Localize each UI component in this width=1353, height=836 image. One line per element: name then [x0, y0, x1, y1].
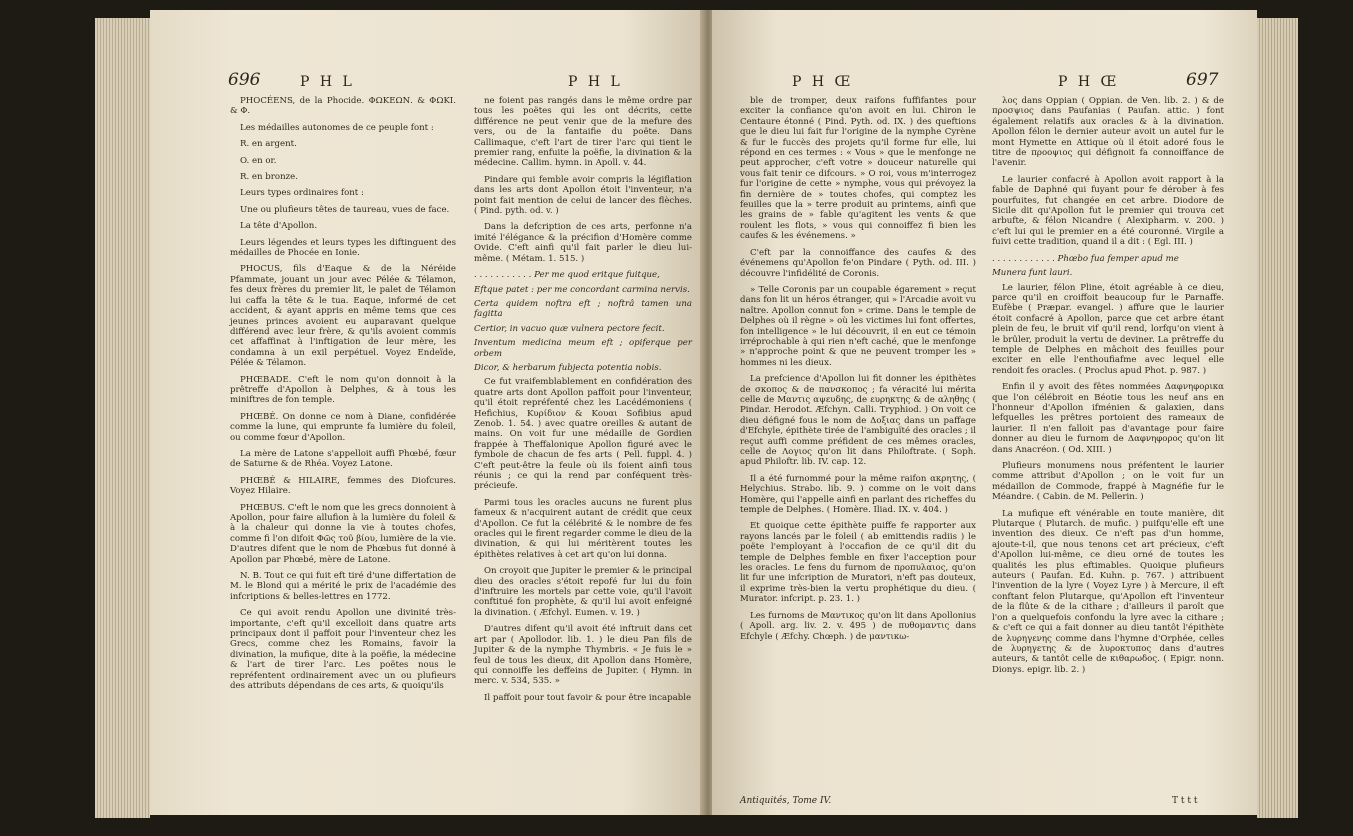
- paragraph: Plufieurs monumens nous préfentent le laurier comme attribut d'Apollon ; on le voit fur un médaillon de Commode, frappé à Magnéfie fur le Méandre. ( Cabin. de M. Pellerin. ): [992, 461, 1224, 503]
- paragraph: Il a été furnommé pour la même raifon ακρητης, ( Helychius. Strabo. lib. 9. ) comme on le voit dans Homère, qui l'appelle ainfi en parlant des richeffes du temple de Delphes. ( Homère. Iliad. IX. v. 404. ): [740, 473, 976, 516]
- right-page-column-1: [740, 96, 976, 648]
- paragraph: » Telle Coronis par un coupable égarement » reçut dans fon lit un héros étranger, qui » l'Arcadie avoit vu naître. Apollon connut fon » crime. Dans le temple de Delphes où il règne » où les victimes lui font offertes, fon intelligence » le lui découvrit, il en eut ce témoin irréprochable à qui rien n'eft caché, que le menfonge » n'approche point & que ne peuvent tromper les » hommes ni les dieux.: [740, 284, 976, 368]
- page-number-right: 697: [1186, 70, 1219, 90]
- paragraph: Certa quidem noftra eft ; noftrâ tamen una fagitta: [474, 298, 692, 320]
- running-header-right-col2: P H Œ: [1058, 74, 1120, 90]
- paragraph: Une ou plufieurs têtes de taureau, vues de face.: [240, 204, 450, 215]
- paragraph: R. en argent.: [240, 139, 297, 150]
- paragraph: Les médailles autonomes de ce peuple font :: [240, 122, 434, 133]
- left-page-column-2: [474, 96, 692, 709]
- paragraph: Le laurier confacré à Apollon avoit rapport à la fable de Daphné qui fuyant pour fe dérober à fes pourfuites, fut changée en cet arbre. Diodore de Sicile dit qu'Apollon fut le premier qui trouva cet arbufte, & félon Nicandre ( Alexipharm. v. 200. ) c'eft lui qui le premier en a été couronné. Virgile a fuivi cette tradition, quand il a dit : ( Egl. III. ): [992, 174, 1224, 248]
- paragraph: PHŒBÉ. On donne ce nom à Diane, confidérée comme la lune, qui emprunte fa lumière du foleil, ou comme fœur d'Apollon.: [230, 411, 456, 443]
- paragraph: Il paffoit pour tout favoir & pour être incapable: [484, 692, 692, 703]
- paragraph: O. en or.: [240, 155, 277, 166]
- paragraph: N. B. Tout ce qui fuit eft tiré d'une differtation de M. le Blond qui a mérité le prix de l'académie des infcriptions & belles-lettres en 1772.: [230, 571, 456, 602]
- paragraph: . . . . . . . . . . . . Phœbo fua femper apud me: [992, 253, 1179, 264]
- paragraph: PHŒBADE. C'eft le nom qu'on donnoit à la prêtreffe d'Apollon à Delphes, & à tous les miniftres de fon temple.: [230, 374, 456, 406]
- paragraph: Enfin il y avoit des fêtes nommées Δαφνηφορικα que l'on célébroit en Béotie tous les neuf ans en l'honneur d'Apollon ifménien & galaxien, dans lefquelles les prêtres portoient des rameaux de laurier. Il n'en falloit pas d'avantage pour faire donner au dieu le furnom de Δαφνηφορος qu'on lit dans Anacréon. ( Od. XIII. ): [992, 382, 1224, 455]
- paragraph: PHOCÉENS, de la Phocide. ΦΩΚΕΩΝ. & ΦΩΚΙ. & Φ.: [230, 96, 456, 117]
- running-header-left-col1: P H L: [300, 74, 355, 90]
- paragraph: La mère de Latone s'appelloit auffi Phœbé, fœur de Saturne & de Rhéa. Voyez Latone.: [230, 448, 456, 470]
- paragraph: ble de tromper, deux raifons fuffifantes pour exciter la confiance qu'on avoit en lui. Chiron le Centaure étonné ( Pind. Pyth. od. IX. ) des queftions que le dieu lui fait fur l'origine de la nymphe Cyrène & fur le fuccès des projets qu'il forme fur elle, lui répond en ces termes : « Vous » que le menfonge ne peut approcher, c'eft votre » douceur naturelle qui vous fait tenir ce difcours. » O roi, vous m'interrogez fur l'origine de cette » nymphe, vous qui prévoyez la fin dernière de » toutes chofes, qui comptez les feuilles que la » terre produit au printems, ainfi que les grains de » fable qu'agitent les vents & que roulent les flots, » vous qui connoiffez fi bien les caufes & les événemens. »: [740, 96, 976, 242]
- bottom-shadow: [150, 815, 1257, 836]
- paragraph: Le laurier, félon Pline, étoit agréable à ce dieu, parce qu'il en croiffoit beaucoup fur le Parnaffe. Eufèbe ( Præpar. evangel. ) affure que le laurier étoit confacré à Apollon, parce que cet arbre étant plein de feu, le bruit vif qu'il rend, lorfqu'on vient à le brûler, produit la vertu de deviner. La prêtreffe du temple de Delphes en mâchoit des feuilles pour exciter en elle l'enthoufiafme avec lequel elle rendoit fes oracles. ( Proclus apud Phot. p. 987. ): [992, 282, 1224, 376]
- paragraph: Dans la defcription de ces arts, perfonne n'a imité l'élégance & la précifion d'Homère comme Ovide. C'eft ainfi qu'il fait parler le dieu lui-même. ( Métam. 1. 515. ): [474, 222, 692, 264]
- paragraph: Ce qui avoit rendu Apollon une divinité très-importante, c'eft qu'il excelloit dans quatre arts principaux dont il paffoit pour l'inventeur chez les Grecs, comme chez les Romains, favoir la divination, la mufique, dite à la poëfie, la médecine & l'art de tirer l'arc. Les poëtes nous le repréfentent ordinairement avec un ou plufieurs des attributs dépendans de ces arts, & quoiqu'ils: [230, 608, 456, 692]
- paragraph: ne foient pas rangés dans le même ordre par tous les poëtes qui les ont décrits, cette différence ne peut venir que de la mefure des vers, ou de la fantaifie du poëte. Dans Callimaque, c'eft l'art de tirer l'arc qui tient le premier rang, enfuite la poëfie, la divination & la médecine. Callim. hymn. in Apoll. v. 44.: [474, 96, 692, 169]
- paragraph: Eftque patet : per me concordant carmina nervis.: [474, 284, 690, 295]
- paragraph: Leurs types ordinaires font :: [240, 188, 364, 199]
- paragraph: Et quoique cette épithète puiffe fe rapporter aux rayons lancés par le foleil ( ab emittendis radiis ) le poëte l'employant à l'occafion de ce qu'il dit du temple de Delphes femble en fixer l'acception pour les oracles. Le fens du furnom de προπυλαιος, qu'on lit fur une infcription de Muratori, n'eft pas douteux, il exprime très-bien la vertu prophétique du dieu. ( Murator. infcript. p. 23. 1. ): [740, 521, 976, 605]
- paragraph: Dicor, & herbarum fubjecta potentia nobis.: [474, 362, 662, 373]
- left-page: [150, 10, 705, 820]
- paragraph: R. en bronze.: [240, 172, 298, 183]
- paragraph: PHŒBÉ & HILAIRE, femmes des Diofcures. Voyez Hilaire.: [230, 475, 456, 497]
- paragraph: La mufique eft vénérable en toute manière, dit Plutarque ( Plutarch. de mufic. ) puifqu'elle eft une invention des dieux. Ce n'eft pas d'un homme, ajoute-t-il, que nous tenons cet art précieux, c'eft d'Apollon lui-même, ce dieu orné de toutes les qualités les plus eftimables. Quoique plufieurs auteurs ( Paufan. Ed. Kuhn. p. 767. ) attribuent l'invention de la lyre ( Voyez Lyre ) à Mercure, il eft conftant felon Plutarque, qu'Apollon eft l'inventeur de la flûte & de la cithare ; d'ailleurs il paroît que l'on a quelquefois confondu la lyre avec la cithare ; & c'eft ce qui a fait donner au dieu tantôt l'épithète de λυρηγενης comme dans l'hymne d'Orphée, celles de λυρηγετης & de λυροκτυπος dans d'autres auteurs, & tantôt celle de κιθαρωδος. ( Epigr. nonn. Dionys. epigr. lib. 2. ): [992, 508, 1224, 675]
- paragraph: PHŒBUS. C'eft le nom que les grecs donnoient à Apollon, pour faire allufion à la lumière du foleil & à la chaleur qui donne la vie à toutes chofes, comme fi l'on difoit Φῶς τοῦ βίου, lumière de la vie. D'autres difent que le nom de Phœbus fut donné à Apollon par Phœbé, mère de Latone.: [230, 502, 456, 565]
- paragraph: Certior, in vacuo quæ vulnera pectore fecit.: [474, 323, 665, 334]
- paragraph: La tête d'Apollon.: [240, 221, 318, 232]
- signature-mark: T t t t: [1172, 796, 1198, 806]
- volume-footer: Antiquités, Tome IV.: [740, 796, 832, 806]
- page-number-left: 696: [228, 70, 261, 90]
- running-header-left-col2: P H L: [568, 74, 623, 90]
- running-header-right-col1: P H Œ: [792, 74, 854, 90]
- paragraph: PHOCUS, fils d'Eaque & de la Néréide Pfammate, jouant un jour avec Pélée & Télamon, fes deux frères du premier lit, le palet de Télamon lui caffa la tête & le tua. Eaque, informé de cet accident, & ayant appris en même tems que ces jeunes princes avoient eu auparavant quelque différend avec leur frère, & qu'ils avoient commis cet affaffinat à l'inftigation de leur mère, les condamna à un exil perpétuel. Voyez Endeïde, Pélée & Télamon.: [230, 264, 456, 369]
- paragraph: Les furnoms de Μαντικος qu'on lit dans Apollonius ( Apoll. arg. liv. 2. v. 495 ) de πυθομαντις dans Efchyle ( Æfchy. Chœph. ) de μαντικω-: [740, 610, 976, 642]
- paragraph: La prefcience d'Apollon lui fit donner les épithètes de σκοπος & de πανσκοπος ; fa véracité lui mérita celle de Μαντις αψευδης, de ευρηκτης & de αληθης ( Pindar. Herodot. Æfchyn. Calli. Tryphiod. ) On voit ce dieu défigné fous le nom de Δοξιας dans un paffage d'Efchyle, épithète tirée de l'ambiguïté des oracles ; il reçut auffi comme préfident de ces mêmes oracles, celle de Λογιος qu'on lit dans Philoftrate. ( Soph. apud Philoftr. lib. IV. cap. 12.: [740, 374, 976, 468]
- paragraph: Ce fut vraifemblablement en confidération des quatre arts dont Apollon paffoit pour l'inventeur, qu'il étoit repréfenté chez les Lacédémoniens ( Hefichius, Κυρίδιον & Κουαι Sofibius apud Zenob. 1. 54. ) avec quatre oreilles & autant de mains. On voit fur une médaille de Gordien frappée à Theffalonique Apollon figuré avec le fymbole de chacun de fes arts ( Pell. fuppl. 4. ) C'eft peut-être la feule où ils foient ainfi tous réunis ; ce qui la rend par conféquent très-précieufe.: [474, 377, 692, 492]
- paragraph: C'eft par la connoiffance des caufes & des événemens qu'Apollon fe'on Pindare ( Pyth. od. III. ) découvre l'infidélité de Coronis.: [740, 247, 976, 279]
- left-page-column-1: [230, 96, 456, 698]
- right-page: [712, 10, 1257, 820]
- paragraph: . . . . . . . . . . . Per me quod eritque fuitque,: [474, 270, 660, 281]
- paragraph: Munera funt lauri.: [992, 268, 1073, 279]
- paragraph: Inventum medicina meum eft ; opiferque per orbem: [474, 338, 692, 359]
- paragraph: Leurs légendes et leurs types les diftinguent des médailles de Phocée en Ionie.: [230, 237, 456, 259]
- paragraph: On croyoit que Jupiter le premier & le principal dieu des oracles s'étoit repofé fur lui du foin d'inftruire les mortels par cette voie, qu'il l'avoit conftitué fon prophète, & qu'il lui avoit enfeigné la divination. ( Æfchyl. Eumen. v. 19. ): [474, 566, 692, 618]
- right-page-column-2: [992, 96, 1224, 681]
- paragraph: Parmi tous les oracles aucuns ne furent plus fameux & n'acquirent autant de crédit que ceux d'Apollon. Ce fut la célébrité & le nombre de fes oracles qui le firent regarder comme le dieu de la divination, & qui lui méritèrent toutes les épithètes relatives à cet art qu'on lui donna.: [474, 497, 692, 560]
- paragraph: λος dans Oppian ( Oppian. de Ven. lib. 2. ) & de προσψιος dans Paufanias ( Paufan. attic. ) font également relatifs aux oracles & à la divination. Apollon félon le dernier auteur avoit un autel fur le mont Hymette en Attique où il étoit adoré fous le titre de προοψιος qui défignoit fa connoiffance de l'avenir.: [992, 96, 1224, 169]
- paragraph: Pindare qui femble avoir compris la légiflation dans les arts dont Apollon étoit l'inventeur, n'a point fait mention de celui de lancer des flèches. ( Pind. pyth. od. v. ): [474, 174, 692, 217]
- paragraph: D'autres difent qu'il avoit été inftruit dans cet art par ( Apollodor. lib. 1. ) le dieu Pan fils de Jupiter & de la nymphe Thymbris. « Je fuis le » feul de tous les dieux, dit Apollon dans Homère, qui connoiffe les deffeins de Jupiter. ( Hymn. in merc. v. 534, 535. »: [474, 624, 692, 687]
